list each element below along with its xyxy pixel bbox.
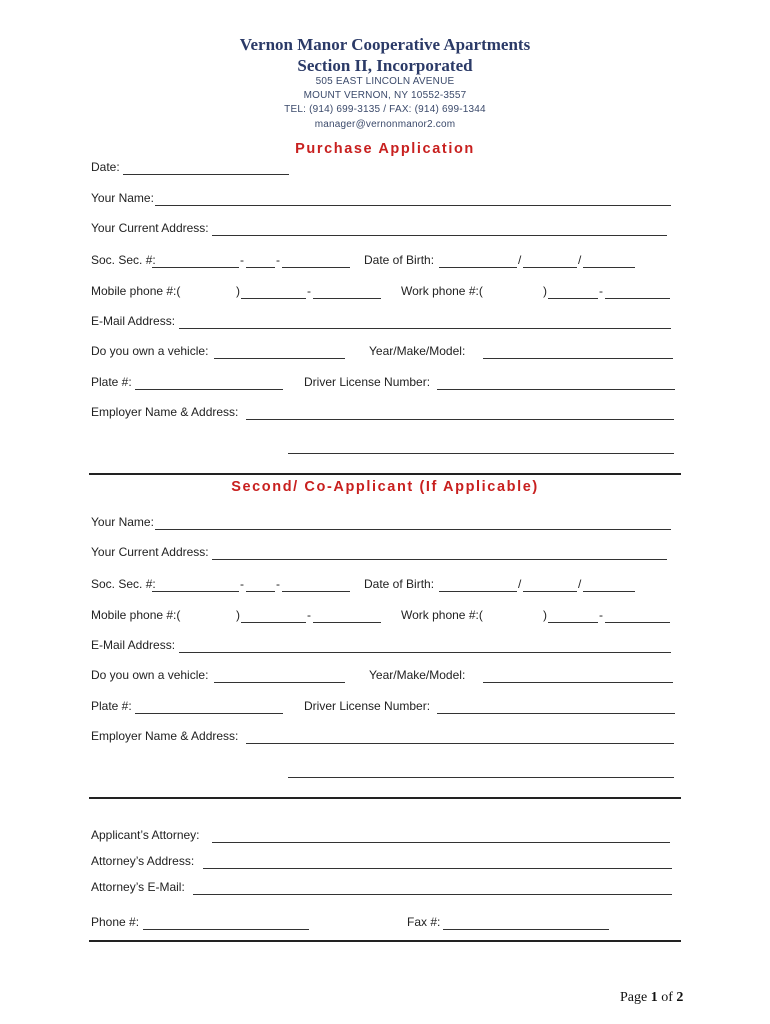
dob-separator: / — [578, 577, 582, 591]
ssn-dob-row — [0, 253, 770, 269]
employer-field[interactable] — [246, 743, 674, 744]
attorney-fax-field[interactable] — [443, 929, 609, 930]
mobile-phone-field-part2[interactable] — [313, 622, 381, 623]
address-field[interactable] — [212, 235, 667, 236]
phone-fax: TEL: (914) 699-3135 / FAX: (914) 699-1344 — [284, 104, 486, 115]
email-row — [0, 638, 770, 654]
dob-separator: / — [518, 253, 522, 267]
employer-field-line2[interactable] — [288, 777, 674, 778]
vehicle-label: Do you own a vehicle: — [91, 668, 209, 682]
employer-row-continued — [0, 763, 770, 779]
employer-field[interactable] — [246, 419, 674, 420]
year-make-model-label: Year/Make/Model: — [369, 344, 466, 358]
contact-email: manager@vernonmanor2.com — [314, 119, 456, 130]
phone-row — [0, 284, 770, 300]
license-field[interactable] — [437, 713, 675, 714]
mobile-phone-label: Mobile phone #:( — [91, 284, 181, 298]
date-field[interactable] — [123, 174, 289, 175]
address-field[interactable] — [212, 559, 667, 560]
section-title-co-applicant: Second/ Co-Applicant (If Applicable) — [231, 479, 539, 495]
ssn-field-part1[interactable] — [152, 591, 239, 592]
address-row — [0, 545, 770, 561]
year-make-model-field[interactable] — [483, 358, 673, 359]
vehicle-field[interactable] — [214, 358, 345, 359]
vehicle-field[interactable] — [214, 682, 345, 683]
attorney-email-row — [0, 880, 770, 896]
year-make-model-field[interactable] — [483, 682, 673, 683]
ssn-label: Soc. Sec. #: — [91, 253, 156, 267]
street-address: 505 EAST LINCOLN AVENUE — [315, 76, 455, 87]
page-word: Page — [620, 990, 648, 1005]
license-label: Driver License Number: — [304, 375, 431, 389]
ssn-separator: - — [276, 253, 280, 267]
section-title-purchase: Purchase Application — [295, 141, 475, 157]
mobile-phone-label: Mobile phone #:( — [91, 608, 181, 622]
name-label: Your Name: — [91, 191, 154, 205]
ssn-separator: - — [240, 253, 244, 267]
name-row — [0, 515, 770, 531]
address-row — [0, 221, 770, 237]
dob-field-month[interactable] — [439, 591, 517, 592]
employer-row — [0, 729, 770, 745]
mobile-phone-separator: - — [307, 608, 311, 622]
license-label: Driver License Number: — [304, 699, 431, 713]
employer-label: Employer Name & Address: — [91, 405, 239, 419]
mobile-phone-field-part1[interactable] — [241, 298, 306, 299]
ssn-field-part1[interactable] — [152, 267, 239, 268]
work-phone-field-part2[interactable] — [605, 298, 670, 299]
dob-field-month[interactable] — [439, 267, 517, 268]
email-row — [0, 314, 770, 330]
organization-subtitle: Section II, Incorporated — [297, 56, 473, 75]
attorney-email-label: Attorney’s E-Mail: — [91, 880, 185, 894]
ssn-separator: - — [240, 577, 244, 591]
plate-label: Plate #: — [91, 375, 132, 389]
email-field[interactable] — [179, 328, 671, 329]
work-phone-field-part1[interactable] — [548, 298, 598, 299]
address-label: Your Current Address: — [91, 545, 209, 559]
email-label: E-Mail Address: — [91, 314, 176, 328]
ssn-field-part3[interactable] — [282, 591, 350, 592]
attorney-phone-label: Phone #: — [91, 915, 140, 929]
dob-separator: / — [518, 577, 522, 591]
address-label: Your Current Address: — [91, 221, 209, 235]
name-row — [0, 191, 770, 207]
work-phone-paren: ) — [543, 608, 547, 622]
attorney-name-label: Applicant’s Attorney: — [91, 828, 200, 842]
attorney-fax-label: Fax #: — [407, 915, 441, 929]
ssn-field-part2[interactable] — [246, 591, 275, 592]
attorney-address-row — [0, 854, 770, 870]
work-phone-field-part1[interactable] — [548, 622, 598, 623]
dob-field-year[interactable] — [583, 591, 635, 592]
dob-field-year[interactable] — [583, 267, 635, 268]
license-field[interactable] — [437, 389, 675, 390]
mobile-phone-field-part2[interactable] — [313, 298, 381, 299]
date-label: Date: — [91, 160, 120, 174]
dob-separator: / — [578, 253, 582, 267]
organization-name: Vernon Manor Cooperative Apartments — [239, 35, 531, 54]
date-row — [0, 160, 770, 176]
section-divider — [89, 797, 681, 799]
section-divider — [89, 940, 681, 942]
plate-field[interactable] — [135, 713, 283, 714]
ssn-separator: - — [276, 577, 280, 591]
work-phone-field-part2[interactable] — [605, 622, 670, 623]
ssn-field-part2[interactable] — [246, 267, 275, 268]
work-phone-paren: ) — [543, 284, 547, 298]
section-divider — [89, 473, 681, 475]
attorney-address-field[interactable] — [203, 868, 672, 869]
ssn-field-part3[interactable] — [282, 267, 350, 268]
year-make-model-label: Year/Make/Model: — [369, 668, 466, 682]
plate-license-row — [0, 699, 770, 715]
dob-field-day[interactable] — [523, 591, 577, 592]
employer-label: Employer Name & Address: — [91, 729, 239, 743]
plate-field[interactable] — [135, 389, 283, 390]
page-number — [620, 990, 683, 1006]
page-total: 2 — [676, 990, 684, 1005]
mobile-phone-field-part1[interactable] — [241, 622, 306, 623]
name-field[interactable] — [155, 205, 671, 206]
phone-row — [0, 608, 770, 624]
mobile-phone-paren: ) — [236, 608, 240, 622]
plate-label: Plate #: — [91, 699, 132, 713]
name-field[interactable] — [155, 529, 671, 530]
vehicle-label: Do you own a vehicle: — [91, 344, 209, 358]
dob-label: Date of Birth: — [364, 253, 435, 267]
attorney-name-field[interactable] — [212, 842, 670, 843]
ssn-label: Soc. Sec. #: — [91, 577, 156, 591]
work-phone-separator: - — [599, 284, 603, 298]
attorney-address-label: Attorney’s Address: — [91, 854, 195, 868]
employer-field-line2[interactable] — [288, 453, 674, 454]
attorney-email-field[interactable] — [193, 894, 672, 895]
mobile-phone-paren: ) — [236, 284, 240, 298]
vehicle-row — [0, 668, 770, 684]
dob-field-day[interactable] — [523, 267, 577, 268]
page-of: of — [661, 990, 673, 1005]
employer-row-continued — [0, 439, 770, 455]
employer-row — [0, 405, 770, 421]
email-field[interactable] — [179, 652, 671, 653]
work-phone-label: Work phone #:( — [401, 284, 483, 298]
attorney-name-row — [0, 828, 770, 844]
work-phone-separator: - — [599, 608, 603, 622]
page-current: 1 — [650, 990, 658, 1005]
name-label: Your Name: — [91, 515, 154, 529]
attorney-phone-field[interactable] — [143, 929, 309, 930]
attorney-phone-fax-row — [0, 915, 770, 931]
plate-license-row — [0, 375, 770, 391]
ssn-dob-row — [0, 577, 770, 593]
dob-label: Date of Birth: — [364, 577, 435, 591]
email-label: E-Mail Address: — [91, 638, 176, 652]
work-phone-label: Work phone #:( — [401, 608, 483, 622]
vehicle-row — [0, 344, 770, 360]
mobile-phone-separator: - — [307, 284, 311, 298]
city-address: MOUNT VERNON, NY 10552-3557 — [303, 90, 467, 101]
